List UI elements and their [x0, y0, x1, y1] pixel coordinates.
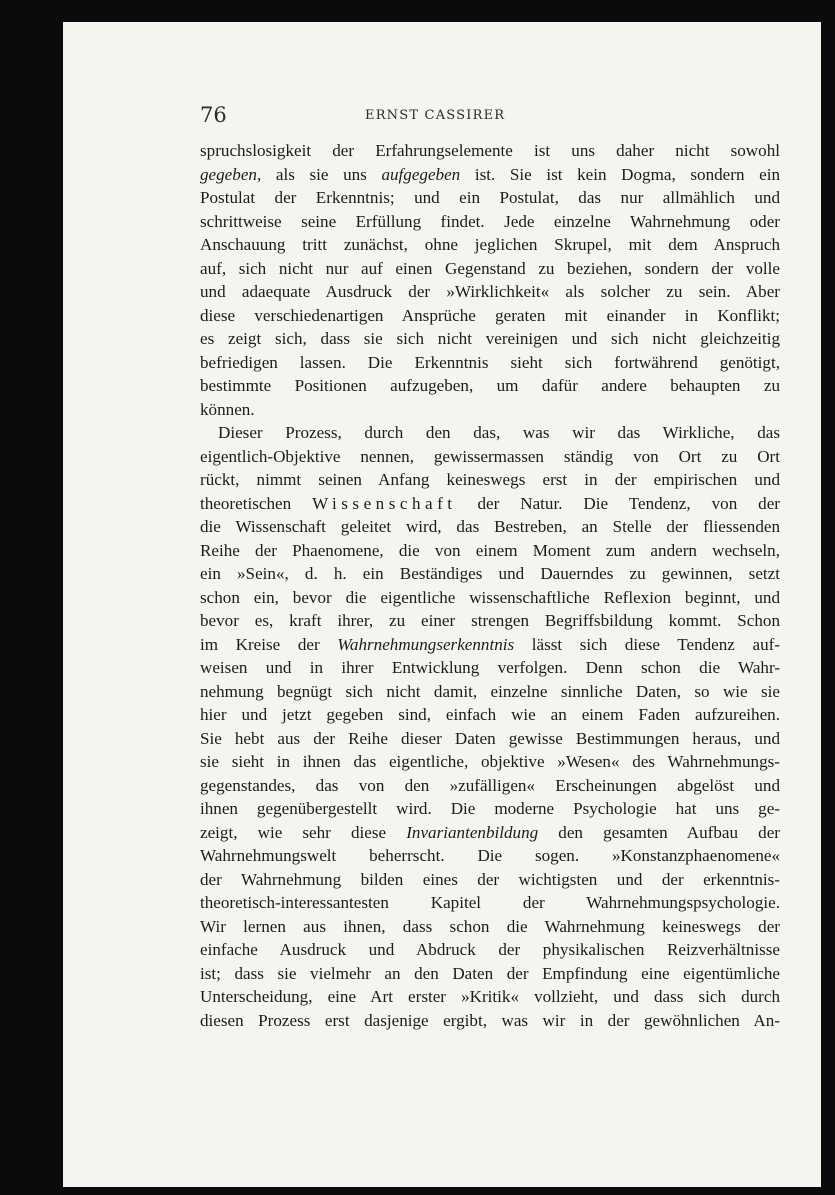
text-line — [200, 750, 780, 774]
text-run: gegenstandes, das von den »zufälligen« Erscheinungen abgelöst und — [200, 775, 780, 795]
text-run: den gesamten Aufbau der — [538, 822, 780, 842]
text-run: zeigt, wie sehr diese — [200, 822, 407, 842]
text-line — [200, 680, 780, 704]
text-run: ein »Sein«, d. h. ein Beständiges und Dauerndes zu gewinnen, setzt — [200, 564, 780, 583]
text-line — [200, 539, 780, 563]
text-line — [200, 962, 780, 986]
italic-text: Invariantenbildung — [406, 822, 539, 842]
text-line — [200, 304, 780, 328]
text-run: Unterscheidung, eine Art erster »Kritik« vollzieht, und dass sich durch — [200, 987, 780, 1006]
text-line — [200, 727, 780, 751]
text-line — [200, 492, 780, 516]
text-line — [200, 233, 780, 257]
text-run: Wahrnehmungswelt beherrscht. Die sogen. »Konstanzphaenomene« — [200, 846, 780, 865]
text-line — [200, 609, 780, 633]
text-run: Sie hebt aus der Reihe dieser Daten gewisse Bestimmungen heraus, und — [200, 728, 780, 748]
text-line — [200, 938, 780, 962]
text-run: Postulat der Erkenntnis; und ein Postulat, das nur allmählich und — [200, 188, 780, 207]
text-line — [200, 633, 780, 657]
text-line — [200, 163, 780, 187]
text-run: theoretisch-interessantesten Kapitel der Wahrnehmungspsychologie. — [200, 893, 780, 912]
text-run: rückt, nimmt seinen Anfang keineswegs erst in der empirischen und — [200, 470, 780, 489]
body-text — [200, 139, 780, 1032]
text-line — [200, 562, 780, 586]
text-run: auf, sich nicht nur auf einen Gegenstand zu beziehen, sondern der volle — [200, 258, 780, 278]
text-run: können. — [200, 399, 255, 419]
text-run: nehmung begnügt sich nicht damit, einzelne sinnliche Daten, so wie sie — [200, 681, 780, 701]
text-run: bevor es, kraft ihrer, zu einer strengen Begriffsbildung kommt. Schon — [200, 611, 780, 630]
text-line — [200, 891, 780, 915]
text-line — [200, 586, 780, 610]
page-header — [200, 103, 780, 133]
text-line — [200, 186, 780, 210]
text-line — [200, 656, 780, 680]
italic-text: aufgegeben — [381, 164, 461, 184]
text-run: diese verschiedenartigen Ansprüche geraten mit einander in Konflikt; — [200, 305, 780, 325]
running-head: ERNST CASSIRER — [365, 108, 506, 123]
text-run: schrittweise seine Erfüllung findet. Jede einzelne Wahrnehmung oder — [200, 211, 780, 231]
text-run: bestimmte Positionen aufzugeben, um dafür andere behaupten zu — [200, 376, 780, 395]
text-line — [200, 421, 780, 445]
text-run: ist. Sie ist kein Dogma, sondern ein — [460, 164, 780, 184]
spaced-text: Wissenschaft — [312, 493, 457, 513]
text-run: ihnen gegenübergestellt wird. Die moderne Psychologie hat uns ge- — [200, 799, 780, 818]
text-run: Wir lernen aus ihnen, dass schon die Wahrnehmung keineswegs der — [200, 916, 780, 936]
text-run: diesen Prozess erst dasjenige ergibt, was wir in der gewöhnlichen An- — [200, 1010, 780, 1030]
text-line — [200, 468, 780, 492]
italic-text: gegeben, — [200, 164, 262, 184]
text-line — [200, 327, 780, 351]
text-line — [200, 515, 780, 539]
text-line — [200, 257, 780, 281]
text-line — [200, 868, 780, 892]
text-line — [200, 139, 780, 163]
text-run: Reihe der Phaenomene, die von einem Moment zum andern wechseln, — [200, 540, 780, 560]
text-run: im Kreise der — [200, 634, 338, 654]
text-run: einfache Ausdruck und Abdruck der physikalischen Reizverhältnisse — [200, 940, 780, 959]
text-run: theoretischen — [200, 493, 313, 513]
text-line — [200, 797, 780, 821]
text-line — [200, 398, 780, 422]
text-line — [200, 210, 780, 234]
text-run: und adaequate Ausdruck der »Wirklichkeit« als solcher zu sein. Aber — [200, 282, 780, 301]
text-run: der Wahrnehmung bilden eines der wichtigsten und der erkenntnis- — [200, 869, 780, 889]
text-line — [200, 774, 780, 798]
text-run: ist; dass sie vielmehr an den Daten der Empfindung eine eigentümliche — [200, 963, 780, 983]
text-run: lässt sich diese Tendenz auf- — [514, 634, 780, 654]
text-run: weisen und in ihrer Entwicklung verfolgen. Denn schon die Wahr- — [200, 658, 780, 677]
text-run: schon ein, bevor die eigentliche wissenschaftliche Reflexion beginnt, und — [200, 587, 780, 607]
text-line — [200, 703, 780, 727]
text-line — [200, 985, 780, 1009]
text-run: Anschauung tritt zunächst, ohne jeglichen Skrupel, mit dem Anspruch — [200, 235, 780, 254]
text-run: als sie uns — [261, 164, 382, 184]
italic-text: Wahrnehmungserkenntnis — [337, 634, 515, 654]
text-line — [200, 374, 780, 398]
text-run: die Wissenschaft geleitet wird, das Bestreben, an Stelle der fliessenden — [200, 517, 780, 536]
text-run: es zeigt sich, dass sie sich nicht vereinigen und sich nicht gleichzeitig — [200, 329, 780, 348]
text-line — [200, 915, 780, 939]
text-run: sie sieht in ihnen das eigentliche, objektive »Wesen« des Wahrnehmungs- — [200, 752, 780, 771]
page-number: 76 — [200, 103, 227, 127]
text-line — [200, 821, 780, 845]
text-line — [200, 445, 780, 469]
text-run: hier und jetzt gegeben sind, einfach wie an einem Faden aufzureihen. — [200, 705, 780, 724]
text-run: spruchslosigkeit der Erfahrungselemente ist uns daher nicht sowohl — [200, 141, 780, 160]
text-run: der Natur. Die Tendenz, von der — [456, 493, 780, 513]
text-run: eigentlich-Objektive nennen, gewissermassen ständig von Ort zu Ort — [200, 446, 780, 466]
text-line — [200, 280, 780, 304]
text-run: Dieser Prozess, durch den das, was wir das Wirkliche, das — [218, 423, 780, 442]
text-run: befriedigen lassen. Die Erkenntnis sieht sich fortwährend genötigt, — [200, 352, 780, 372]
text-line — [200, 351, 780, 375]
text-line — [200, 1009, 780, 1033]
text-line — [200, 844, 780, 868]
